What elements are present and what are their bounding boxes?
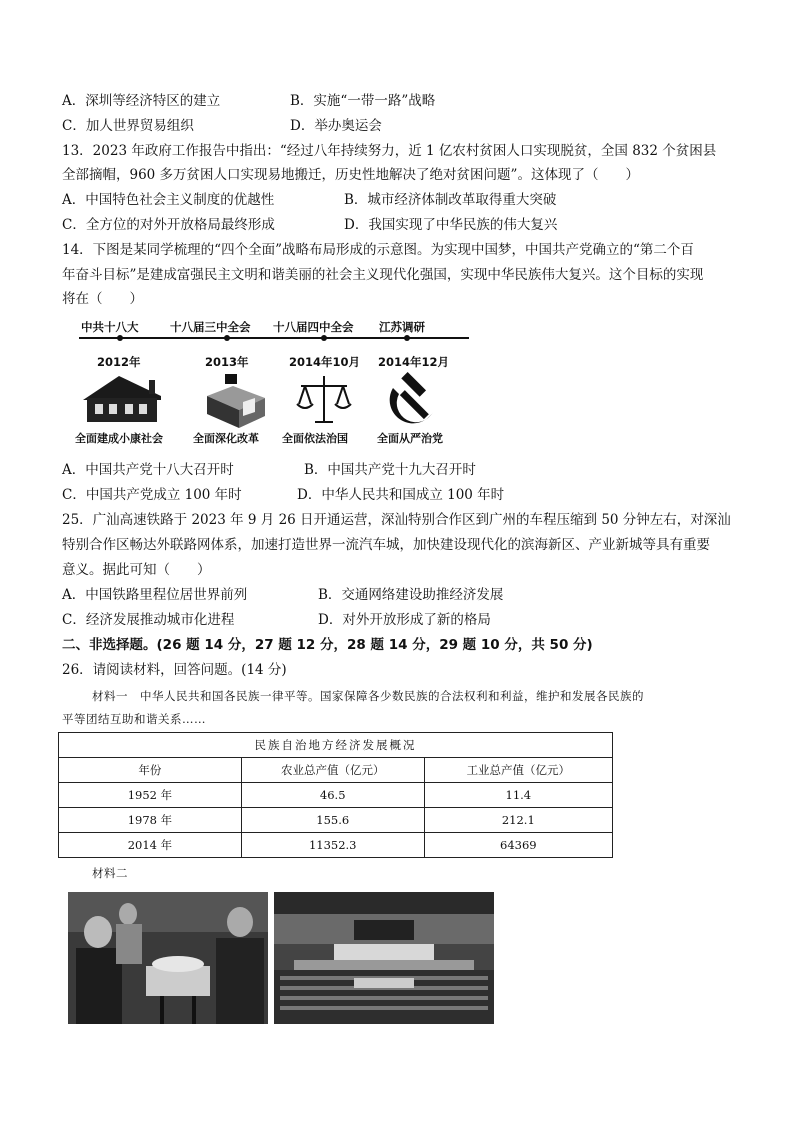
q14-option-b: B．中国共产党十九大召开时 [304,462,476,478]
section-title: 二、非选择题。(26 题 14 分，27 题 12 分，28 题 14 分，29 题 10 分，共 50 分) [62,637,593,653]
table-row [59,833,613,858]
event-date-3: 2014年10月 [289,355,361,369]
q13-option-c: C．全方位的对外开放格局最终形成 [62,217,275,233]
event-date-2: 2013年 [205,355,249,369]
event-caption-1: 全面建成小康社会 [75,432,163,445]
economy-table [58,732,613,858]
event-caption-4: 全面从严治党 [377,432,443,445]
table-row [59,808,613,833]
cell-industry: 212.1 [424,808,612,833]
q13-option-b: B．城市经济体制改革取得重大突破 [344,192,557,208]
q25-option-b: B．交通网络建设助推经济发展 [318,587,504,603]
q26-stem: 26．请阅读材料，回答问题。(14 分) [62,662,287,678]
cell-year: 1952 年 [59,783,242,808]
q12-option-c: C．加人世界贸易组织 [62,118,194,134]
q25-stem-line2: 特别合作区畅达外联路网体系，加速打造世界一流汽车城，加快建设现代化的滨海新区、产业新城等具有重要 [62,537,710,553]
cell-agri: 46.5 [241,783,424,808]
cell-year: 2014 年 [59,833,242,858]
photo-meeting [68,892,268,1024]
q25-option-a: A．中国铁路里程位居世界前列 [62,587,248,603]
table-caption: 民族自治地方经济发展概况 [59,733,613,758]
cell-year: 1978 年 [59,808,242,833]
cell-agri: 155.6 [241,808,424,833]
table-row [59,783,613,808]
q13-option-d: D．我国实现了中华民族的伟大复兴 [344,217,558,233]
cell-agri: 11352.3 [241,833,424,858]
q14-stem-line2: 年奋斗目标”是建成富强民主文明和谐美丽的社会主义现代化强国，实现中华民族伟大复兴。这个目标的实现 [62,267,704,283]
q12-option-d: D．举办奥运会 [290,118,382,134]
event-meeting-1: 中共十八大 [81,320,139,334]
event-caption-3: 全面依法治国 [282,432,348,445]
table-caption-row [59,733,613,758]
timeline-dot-2 [224,335,230,341]
q14-option-c: C．中国共产党成立 100 年时 [62,487,242,503]
q12-option-a: A．深圳等经济特区的建立 [62,93,221,109]
hammer-sickle-icon [390,372,433,423]
event-meeting-4: 江苏调研 [379,320,425,334]
material2-label: 材料二 [92,866,128,880]
header-industry: 工业总产值（亿元） [424,758,612,783]
timeline-dot-3 [321,335,327,341]
event-date-4: 2014年12月 [378,355,450,369]
header-agri: 农业总产值（亿元） [241,758,424,783]
house-icon [83,376,161,422]
event-date-1: 2012年 [97,355,141,369]
event-meeting-3: 十八届四中全会 [273,320,354,334]
event-caption-2: 全面深化改革 [193,432,259,445]
timeline-dot-4 [404,335,410,341]
cell-industry: 64369 [424,833,612,858]
event-meeting-2: 十八届三中全会 [170,320,251,334]
table-header-row [59,758,613,783]
header-year: 年份 [59,758,242,783]
q14-stem-line1: 14．下图是某同学梳理的“四个全面”战略布局形成的示意图。为实现中国梦，中国共产党确立的“第二个百 [62,242,694,258]
q14-stem-line3: 将在（ ） [62,291,143,307]
timeline-dot-1 [117,335,123,341]
q25-stem-line3: 意义。据此可知（ ） [62,562,211,578]
q13-option-a: A．中国特色社会主义制度的优越性 [62,192,275,208]
cell-industry: 11.4 [424,783,612,808]
q14-option-a: A．中国共产党十八大召开时 [62,462,234,478]
q12-option-b: B．实施“一带一路”战略 [290,93,436,109]
scales-icon [297,376,351,422]
four-comprehensives-timeline [75,316,475,452]
material1-line1: 材料一 中华人民共和国各民族一律平等。国家保障各少数民族的合法权利和利益，维护和发展各民族的 [92,689,644,703]
q14-option-d: D．中华人民共和国成立 100 年时 [297,487,505,503]
material1-line2: 平等团结互助和谐关系…… [62,712,206,726]
photo-assembly-hall [274,892,494,1024]
cube-icon [207,374,265,428]
q25-option-c: C．经济发展推动城市化进程 [62,612,235,628]
q25-option-d: D．对外开放形成了新的格局 [318,612,491,628]
q25-stem-line1: 25．广汕高速铁路于 2023 年 9 月 26 日开通运营，深汕特别合作区到广州的车程压缩到 50 分钟左右，对深汕 [62,512,731,528]
q13-stem-line2: 全部摘帽，960 多万贫困人口实现易地搬迁，历史性地解决了绝对贫困问题”。这体现了（ ） [62,167,639,183]
q13-stem-line1: 13．2023 年政府工作报告中指出：“经过八年持续努力，近 1 亿农村贫困人口实现脱贫，全国 832 个贫困县 [62,143,717,159]
